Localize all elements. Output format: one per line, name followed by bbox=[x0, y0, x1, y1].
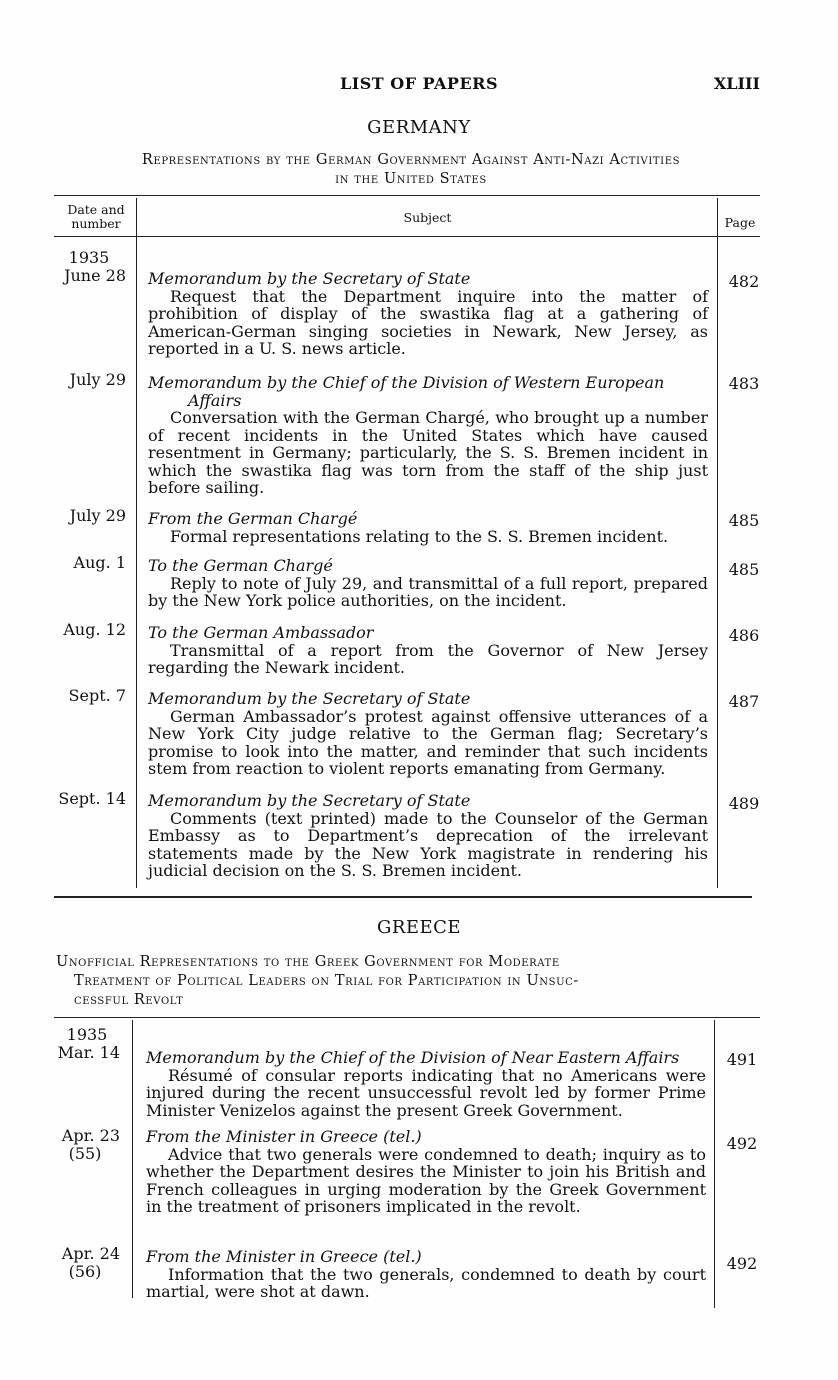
entry-date: July 29 bbox=[69, 506, 126, 525]
year-label: 1935 bbox=[66, 1025, 108, 1044]
entry-heading: Memorandum by the Chief of the Division of Near Eastern Affairs bbox=[146, 1048, 680, 1067]
entry-subject bbox=[148, 510, 708, 545]
running-head bbox=[0, 74, 838, 96]
entry-page-ref: 491 bbox=[726, 1050, 758, 1069]
table-bottom-rule bbox=[54, 896, 752, 898]
entry-number: (56) bbox=[68, 1262, 102, 1281]
entry-heading: From the Minister in Greece (tel.) bbox=[146, 1247, 422, 1266]
entry-page-ref: 485 bbox=[728, 560, 760, 579]
entry-date: Aug. 1 bbox=[73, 553, 126, 572]
table-column-divider bbox=[714, 1020, 715, 1308]
greece-heading: GREECE bbox=[376, 917, 462, 938]
column-header-page: Page bbox=[724, 215, 756, 230]
running-title: LIST OF PAPERS bbox=[340, 74, 498, 93]
greece-section-title-line3: cessful Revolt bbox=[74, 992, 184, 1008]
column-header-date-line1: Date and bbox=[67, 202, 125, 217]
entry-date bbox=[44, 1245, 120, 1281]
entry-heading: From the Minister in Greece (tel.) bbox=[146, 1127, 422, 1146]
table-column-divider bbox=[132, 1020, 133, 1298]
entry-body: Conversation with the German Chargé, who brought up a number of recent incidents in the United States which have caused resentment in Germany; particularly, the S. S. Bremen incident in which the swastika flag was torn from the staff of the ship just before sailing. bbox=[148, 408, 708, 497]
greece-section-title-line2: Treatment of Political Leaders on Trial for Participation in Unsuc- bbox=[74, 973, 579, 989]
entry-date-value: Apr. 24 bbox=[61, 1244, 120, 1263]
entry-body: Reply to note of July 29, and transmittal of a full report, prepared by the New York police authorities, on the incident. bbox=[148, 573, 708, 610]
entry-heading: Memorandum by the Secretary of State bbox=[148, 269, 471, 288]
entry-page-ref: 487 bbox=[728, 692, 760, 711]
entry-body: Comments (text printed) made to the Counselor of the German Embassy as to Department’s deprecation of the irrelevant statements made by the New York magistrate in rendering his judicial decision on the S. S. Bremen incident. bbox=[148, 808, 708, 880]
entry-subject bbox=[148, 557, 708, 610]
entry-subject bbox=[146, 1049, 706, 1119]
entry-subject bbox=[148, 624, 708, 677]
germany-section-title-line1: Representations by the German Government Against Anti-Nazi Activities bbox=[141, 152, 681, 168]
entry-body: Request that the Department inquire into the matter of prohibition of display of the swastika flag at a gathering of American-German singing societies in Newark, New Jersey, as reported in a U. S. news article. bbox=[148, 286, 708, 358]
germany-heading: GERMANY bbox=[367, 117, 471, 138]
column-header-subject: Subject bbox=[403, 210, 452, 225]
entry-subject bbox=[148, 690, 708, 778]
table-column-divider bbox=[136, 198, 137, 888]
table-header-rule bbox=[54, 236, 760, 237]
entry-date-value: Apr. 23 bbox=[61, 1126, 120, 1145]
entry-body: German Ambassador’s protest against offensive utterances of a New York City judge relative to the German flag; Secretary’s promise to look into the matter, and reminder that such incidents stem from reaction to violent reports emanating from Germany. bbox=[148, 706, 708, 778]
entry-subject bbox=[146, 1128, 706, 1216]
entry-subject bbox=[148, 270, 708, 358]
greece-section-title-line1: Unofficial Representations to the Greek Government for Moderate bbox=[56, 954, 560, 970]
column-header-date bbox=[58, 203, 134, 231]
entry-body: Résumé of consular reports indicating that no Americans were injured during the recent unsuccessful revolt led by former Prime Minister Venizelos against the present Greek Government. bbox=[146, 1065, 706, 1120]
entry-date: July 29 bbox=[69, 370, 126, 389]
entry-heading: Memorandum by the Secretary of State bbox=[148, 689, 471, 708]
entry-date bbox=[44, 1127, 120, 1163]
entry-body: Transmittal of a report from the Governor of New Jersey regarding the Newark incident. bbox=[148, 640, 708, 677]
entry-page-ref: 489 bbox=[728, 794, 760, 813]
entry-page-ref: 485 bbox=[728, 511, 760, 530]
entry-heading-continuation: Affairs bbox=[188, 390, 242, 410]
column-header-date-line2: number bbox=[71, 216, 121, 231]
entry-heading: Memorandum by the Chief of the Division of Western European bbox=[148, 373, 665, 392]
entry-body: Formal representations relating to the S. S. Bremen incident. bbox=[170, 526, 669, 546]
table-top-rule bbox=[54, 195, 760, 196]
entry-body: Information that the two generals, condemned to death by court martial, were shot at dawn. bbox=[146, 1264, 706, 1301]
entry-subject bbox=[148, 374, 708, 497]
entry-heading: Memorandum by the Secretary of State bbox=[148, 791, 471, 810]
table-column-divider bbox=[717, 198, 718, 888]
entry-page-ref: 482 bbox=[728, 272, 760, 291]
entry-date: Sept. 7 bbox=[68, 686, 126, 705]
entry-page-ref: 492 bbox=[726, 1134, 758, 1153]
entry-date: Aug. 12 bbox=[63, 620, 126, 639]
entry-heading: To the German Ambassador bbox=[148, 623, 374, 642]
entry-date: June 28 bbox=[64, 266, 126, 285]
entry-date: Mar. 14 bbox=[57, 1043, 120, 1062]
entry-subject bbox=[148, 792, 708, 880]
entry-heading: To the German Chargé bbox=[148, 556, 333, 575]
entry-heading: From the German Chargé bbox=[148, 509, 358, 528]
entry-page-ref: 486 bbox=[728, 626, 760, 645]
entry-date: Sept. 14 bbox=[58, 789, 126, 808]
entry-body: Advice that two generals were condemned to death; inquiry as to whether the Department desires the Minister to join his British and French colleagues in urging moderation by the Greek Government in the treatment of prisoners implicated in the revolt. bbox=[146, 1144, 706, 1216]
entry-page-ref: 492 bbox=[726, 1254, 758, 1273]
entry-page-ref: 483 bbox=[728, 374, 760, 393]
year-label: 1935 bbox=[68, 248, 110, 267]
entry-number: (55) bbox=[68, 1144, 102, 1163]
page-number: XLIII bbox=[713, 74, 760, 93]
entry-subject bbox=[146, 1248, 706, 1301]
table-top-rule bbox=[54, 1017, 760, 1018]
germany-section-title-line2: in the United States bbox=[335, 171, 487, 187]
